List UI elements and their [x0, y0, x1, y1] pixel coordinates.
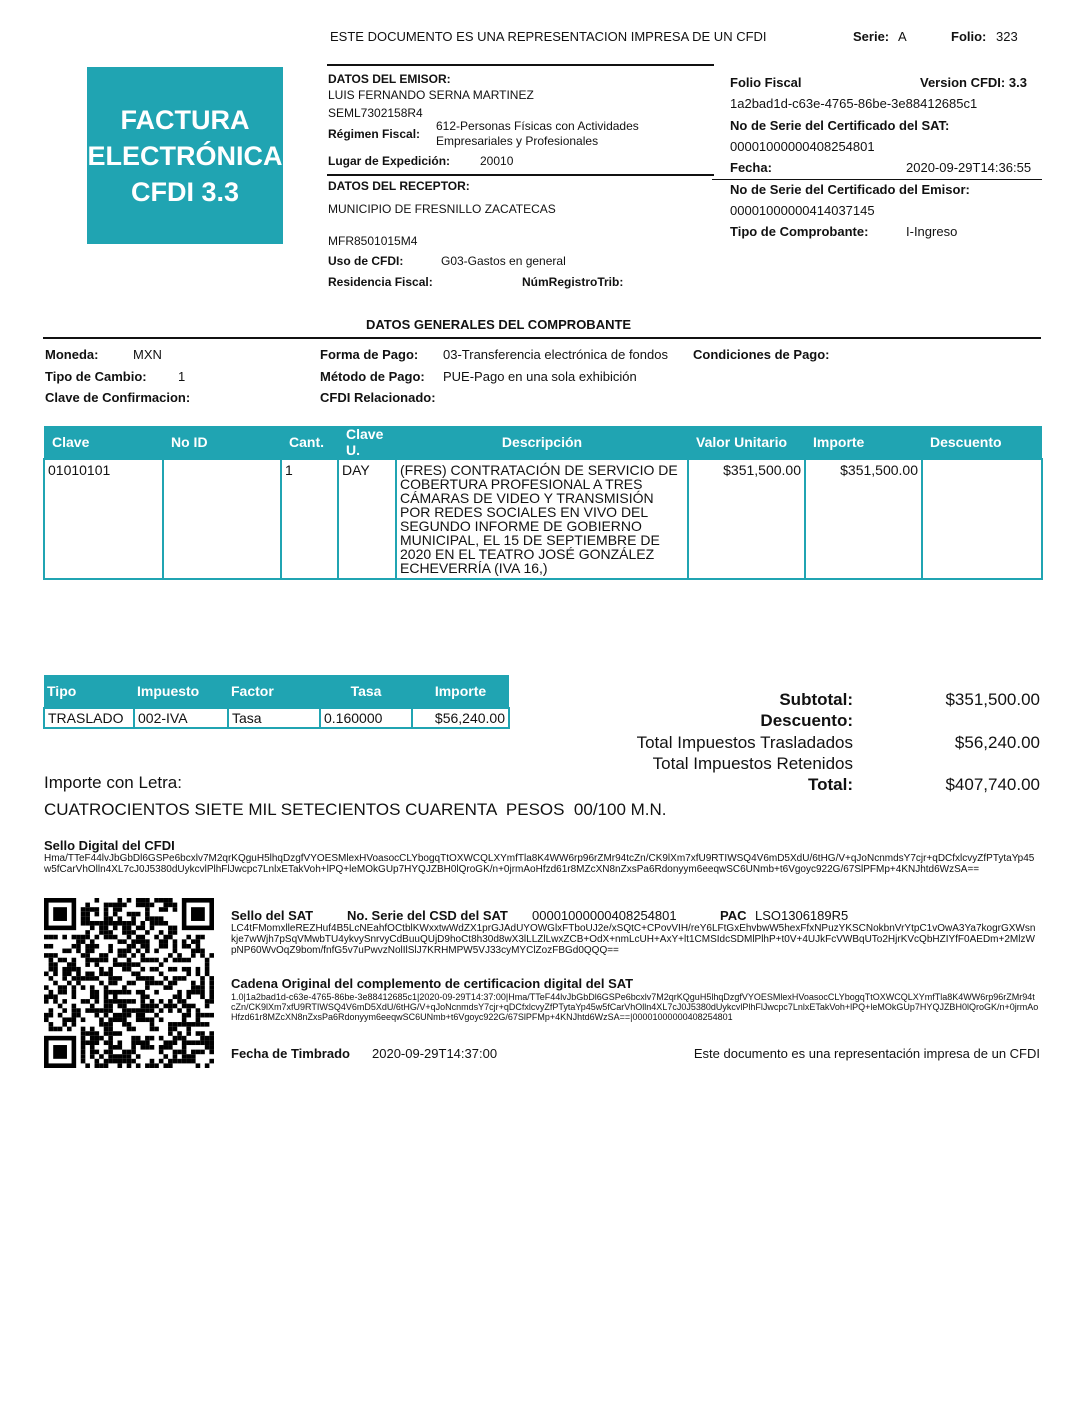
descuento-label: Descuento:: [760, 711, 853, 730]
logo-line3: CFDI 3.3: [130, 176, 240, 207]
cert-sat-value: 00001000000408254801: [730, 139, 875, 154]
moneda-label: Moneda:: [45, 347, 99, 362]
col-clave: Clave: [52, 434, 90, 450]
subtotal-label: Subtotal:: [779, 690, 853, 709]
trasladados-label: Total Impuestos Trasladados: [636, 733, 853, 752]
subtotal-value: $351,500.00: [945, 690, 1040, 709]
residencia-label: Residencia Fiscal:: [328, 275, 433, 289]
tax-col-impuesto: Impuesto: [137, 683, 200, 699]
tax-tasa: 0.160000: [320, 708, 412, 728]
pac-label: PAC: [720, 908, 747, 923]
importe-letra-label: Importe con Letra:: [44, 773, 182, 792]
tax-impuesto: 002-IVA: [134, 708, 228, 728]
col-importe: Importe: [813, 434, 865, 450]
sello-sat-label: Sello del SAT: [231, 908, 314, 923]
num-registro-label: NúmRegistroTrib:: [522, 275, 624, 289]
concepts-table: [43, 426, 1043, 580]
version-label: Version CFDI: 3.3: [920, 75, 1027, 90]
tax-importe: $56,240.00: [412, 708, 509, 728]
table-row: [44, 459, 1042, 579]
regimen-line1: 612-Personas Físicas con Actividades: [436, 119, 639, 133]
col-descuento: Descuento: [930, 434, 1002, 450]
cell-no-id: [163, 459, 281, 579]
folio-value: 323: [996, 29, 1018, 44]
csd-value: 00001000000408254801: [532, 908, 677, 923]
cell-valor-unitario: $351,500.00: [688, 459, 805, 579]
forma-pago-value: 03-Transferencia electrónica de fondos: [443, 347, 668, 362]
regimen-label: Régimen Fiscal:: [328, 127, 421, 141]
factura-logo: [87, 67, 283, 244]
serie-value: A: [898, 29, 907, 44]
tipo-cambio-value: 1: [178, 369, 186, 384]
trasladados-value: $56,240.00: [954, 733, 1040, 752]
tipo-cambio-label: Tipo de Cambio:: [45, 369, 147, 384]
importe-letra-value: CUATROCIENTOS SIETE MIL SETECIENTOS CUARENTA PESOS 00/100 M.N.: [44, 800, 667, 819]
cfdi-relacionado-label: CFDI Relacionado:: [320, 390, 436, 405]
tax-tipo: TRASLADO: [44, 708, 134, 728]
table-row: [44, 708, 509, 728]
folio-fiscal-value: 1a2bad1d-c63e-4765-86be-3e88412685c1: [730, 96, 978, 111]
clave-confirmacion-label: Clave de Confirmacion:: [45, 390, 191, 405]
cert-emisor-value: 00001000000414037145: [730, 203, 875, 218]
folio-fiscal-label: Folio Fiscal: [730, 75, 802, 90]
retenidos-label: Total Impuestos Retenidos: [652, 754, 853, 773]
tax-col-tipo: Tipo: [47, 683, 77, 699]
csd-label: No. Serie del CSD del SAT: [347, 908, 508, 923]
moneda-value: MXN: [133, 347, 162, 362]
col-clave-u: Clave U.: [346, 426, 384, 458]
cadena-label: Cadena Original del complemento de certificacion digital del SAT: [231, 976, 634, 991]
sello-cfdi-label: Sello Digital del CFDI: [44, 838, 175, 853]
general-rule: [43, 337, 1041, 339]
cadena-value: 1.0|1a2bad1d-c63e-4765-86be-3e88412685c1|2020-09-29T14:37:00|Hma/TTeF44lvJbGbDl6GSPe6bcxlv7M2qrKQguH5lhqDzgfVYOESMlexHVoasocCLYbogqTtOXWCQLXYmfTla8K4WW6rp96rZMr94tcZn/CK9lXm7xfU9RTIWSQ4V6mD5XdU/6tHG/V+qJoNcnmdsY7cjr+qDCfxlcvyZfPTytaYp45w5fCarVhOlln4XL7cJ0J5380dUykcvlPlhFlJwcpc7LnlxETakVoh+lPQ+leMOkGUp7HYQJZBH0lQroGK/n+0jrmAoHfzd61r8MZcXN8nZxsPa6Rdonyym6eeqwSC6UNmb+t6Vgoyc922G/67SlPFMp+4KNJhtd6WzSA==|00001000000408254801: [231, 992, 1039, 1022]
receptor-top-rule: [327, 174, 714, 176]
receptor-name: MUNICIPIO DE FRESNILLO ZACATECAS: [328, 202, 556, 216]
qr-code-icon: [44, 898, 214, 1068]
uso-value: G03-Gastos en general: [441, 254, 566, 268]
total-label: Total:: [807, 775, 853, 794]
metodo-pago-value: PUE-Pago en una sola exhibición: [443, 369, 637, 384]
cell-descripcion: (FRES) CONTRATACIÓN DE SERVICIO DE COBERTURA PROFESIONAL A TRES CÁMARAS DE VIDEO Y TRANSMISIÓN POR REDES SOCIALES EN VIVO DEL SEGUNDO INFORME DE GOBIERNO MUNICIPAL, EL 15 DE SEPTIEMBRE DE 2020 EN EL TEATRO JOSÉ GONZÁLEZ ECHEVERRÍA (IVA 16,): [396, 459, 688, 579]
logo-line1: FACTURA: [120, 104, 250, 135]
receptor-heading: DATOS DEL RECEPTOR:: [328, 179, 470, 193]
serie-label: Serie:: [853, 29, 890, 44]
col-descripcion: Descripción: [501, 434, 583, 450]
lugar-value: 20010: [480, 154, 514, 168]
fecha-timbrado-label: Fecha de Timbrado: [231, 1046, 350, 1061]
tax-col-factor: Factor: [231, 683, 274, 699]
cell-clave: 01010101: [44, 459, 163, 579]
cell-importe: $351,500.00: [805, 459, 922, 579]
cert-emisor-label: No de Serie del Certificado del Emisor:: [730, 182, 970, 197]
tax-col-importe: Importe: [434, 683, 487, 699]
forma-pago-label: Forma de Pago:: [320, 347, 419, 362]
col-no-id: No ID: [171, 434, 208, 450]
fecha-rule: [712, 179, 1042, 180]
tipo-comprobante-value: I-Ingreso: [906, 224, 958, 239]
metodo-pago-label: Método de Pago:: [320, 369, 425, 384]
emisor-heading: DATOS DEL EMISOR:: [328, 72, 451, 86]
concepts-header-row: [44, 426, 1042, 459]
lugar-label: Lugar de Expedición:: [328, 154, 451, 168]
fecha-timbrado-value: 2020-09-29T14:37:00: [372, 1046, 498, 1061]
pac-value: LSO1306189R5: [755, 908, 849, 923]
col-valor-unitario: Valor Unitario: [696, 434, 788, 450]
total-value: $407,740.00: [945, 775, 1040, 794]
regimen-line2: Empresariales y Profesionales: [436, 134, 599, 148]
fecha-label: Fecha:: [730, 160, 772, 175]
emisor-rfc: SEML7302158R4: [328, 106, 423, 120]
receptor-rfc: MFR8501015M4: [328, 234, 418, 248]
emisor-name: LUIS FERNANDO SERNA MARTINEZ: [328, 88, 534, 102]
cert-sat-label: No de Serie del Certificado del SAT:: [730, 118, 950, 133]
cell-cant: 1: [281, 459, 338, 579]
cell-descuento: [922, 459, 1042, 579]
sello-sat-value: LC4tFMomxlleREZHuf4B5LcNEahfOCtblKWxxtwWdZX1prGJAdUYOWGlxFTboUJ2e/xSQtC+CPovVIH/reY6LFtGxEhvbwW5hexFfxNPuzYKSCNokbnVrYtpC1vOwA3Ya7kogrGXWsnkje7wWjh7pSqVMwbTU4ykvySnrvyCdBuuQUjD9hoCt8h30d8wX3lLLZlLwxZCB+OdX+nmLcUH+AxY+lt1CMSIdcSDMlPlhP+t0V+4UJkFcVWBqUTo2HjrKVcQbHZIYfF0AEDm+2MlzWpNP60WvOqZ9bom/fnfG5v7uPwvzNolIlSlJ7KRHMPW5VJ33cyMYClZozFBGd0QQQ==: [231, 923, 1036, 956]
tax-col-tasa: Tasa: [350, 683, 382, 699]
representation-note: ESTE DOCUMENTO ES UNA REPRESENTACION IMPRESA DE UN CFDI: [330, 29, 767, 44]
fecha-value: 2020-09-29T14:36:55: [906, 160, 1032, 175]
uso-label: Uso de CFDI:: [328, 254, 404, 268]
tipo-comprobante-label: Tipo de Comprobante:: [730, 224, 869, 239]
cell-clave-u: DAY: [338, 459, 396, 579]
col-cant: Cant.: [289, 434, 324, 450]
taxes-header-row: [44, 675, 509, 708]
sello-cfdi-value: Hma/TTeF44lvJbGbDl6GSPe6bcxlv7M2qrKQguH5lhqDzgfVYOESMlexHVoasocCLYbogqTtOXWCQLXYmfTla8K4WW6rp96rZMr94tcZn/CK9lXm7xfU9RTIWSQ4V6mD5XdU/6tHG/V+qJoNcnmdsY7cjr+qDCfxlcvyZfPTytaYp45w5fCarVhOlln4XL7cJ0J5380dUykcvlPlhFlJwcpc7LnlxETakVoh+lPQ+leMOkGUp7HYQJZBH0lQroGK/n+0jrmAoHfzd61r8MZcXN8nZxsPa6Rdonyym6eeqwSC6UNmb+t6Vgoyc922G/67SlPFMp+4KNJhtd6WzSA==: [44, 853, 1035, 875]
emisor-top-rule: [327, 64, 714, 66]
condiciones-pago-label: Condiciones de Pago:: [693, 347, 830, 362]
footer-note: Este documento es una representación impresa de un CFDI: [693, 1046, 1040, 1061]
logo-line2: ELECTRÓNICA: [87, 140, 283, 171]
general-heading: DATOS GENERALES DEL COMPROBANTE: [366, 317, 632, 332]
tax-factor: Tasa: [228, 708, 320, 728]
folio-label: Folio:: [951, 29, 987, 44]
taxes-table: [43, 675, 510, 729]
